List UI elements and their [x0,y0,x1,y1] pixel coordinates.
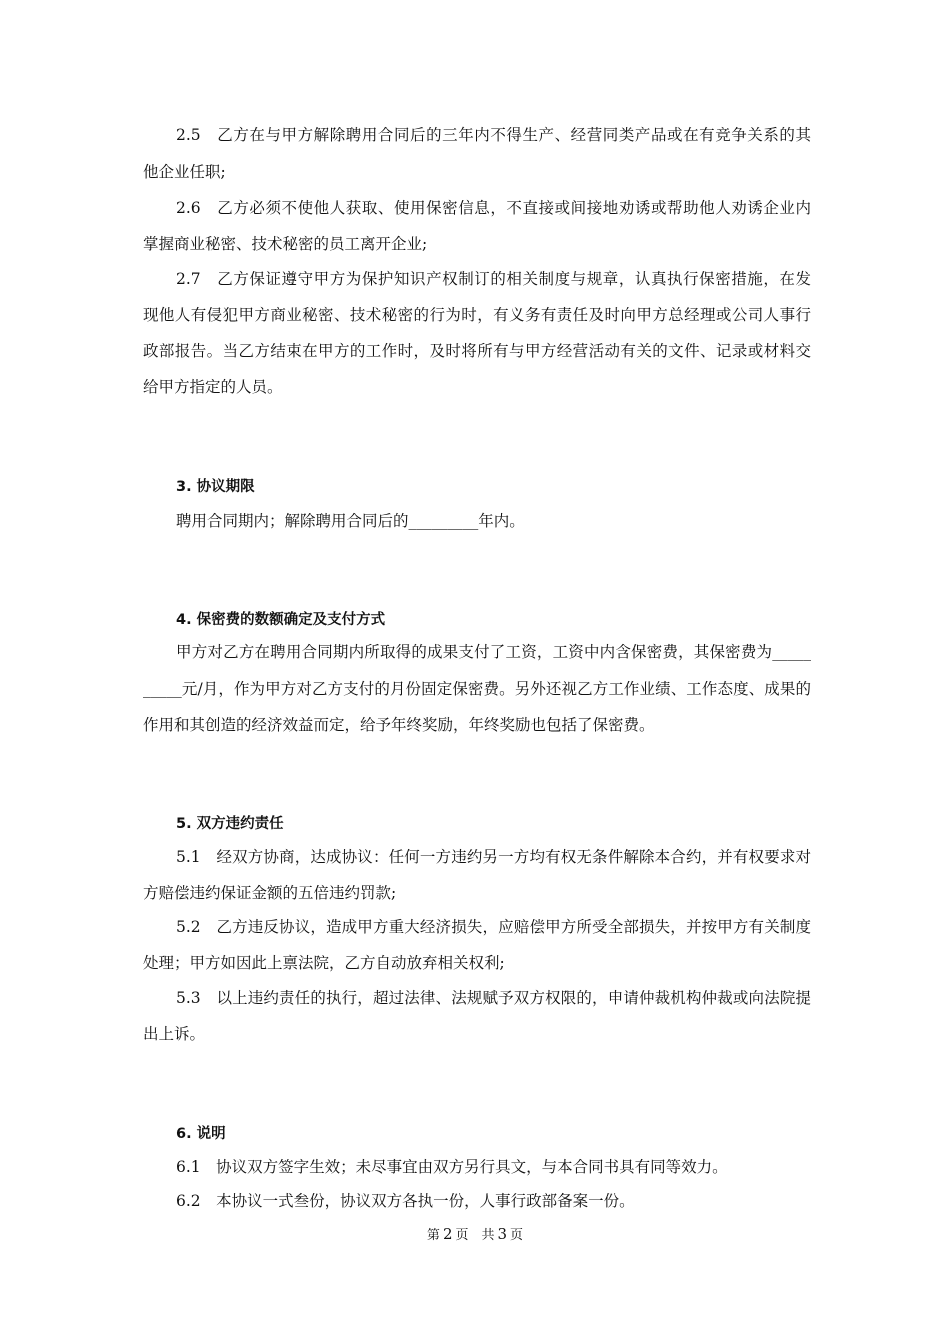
footer-page-number: 2 [442,1225,453,1243]
clause-2-7-line-3: 政部报告。当乙方结束在甲方的工作时，及时将所有与甲方经营活动有关的文件、记录或材料交 [143,342,811,360]
clause-5-3-line-2: 出上诉。 [143,1025,206,1043]
clause-5-3-line-1: 5.3 以上违约责任的执行，超过法律、法规赋予双方权限的，申请仲裁机构仲裁或向法院提 [176,989,811,1007]
footer-total-pages: 3 [497,1225,508,1243]
clause-3-line-1: 聘用合同期内；解除聘用合同后的_________年内。 [176,512,525,530]
clause-2-6-line-1: 2.6 乙方必须不使他人获取、使用保密信息，不直接或间接地劝诱或帮助他人劝诱企业内 [176,199,811,217]
clause-2-7-line-2: 现他人有侵犯甲方商业秘密、技术秘密的行为时，有义务有责任及时向甲方总经理或公司人事行 [143,306,811,324]
footer-prefix: 第 [426,1228,440,1243]
clause-4-line-1: 甲方对乙方在聘用合同期内所取得的成果支付了工资，工资中内含保密费，其保密费为_____ [176,643,811,661]
clause-6-2-line: 6.2 本协议一式叁份，协议双方各执一份，人事行政部备案一份。 [176,1192,635,1210]
clause-5-1-line-2: 方赔偿违约保证金额的五倍违约罚款; [143,884,397,902]
clause-4-heading: 4. 保密费的数额确定及支付方式 [176,612,386,628]
clause-2-7-line-1: 2.7 乙方保证遵守甲方为保护知识产权制订的相关制度与规章，认真执行保密措施，在发 [176,270,811,288]
clause-2-6-line-2: 掌握商业秘密、技术秘密的员工离开企业; [143,235,428,253]
page-footer [0,1224,950,1246]
clause-3-heading: 3. 协议期限 [176,479,255,495]
clause-2-5-line-2: 他企业任职; [143,163,226,181]
clause-2-5-line-1: 2.5 乙方在与甲方解除聘用合同后的三年内不得生产、经营同类产品或在有竞争关系的其 [176,126,811,144]
clause-5-heading: 5. 双方违约责任 [176,816,284,832]
clause-5-1-line-1: 5.1 经双方协商，达成协议：任何一方违约另一方均有权无条件解除本合约，并有权要求对 [176,848,811,866]
clause-4-line-3: 作用和其创造的经济效益而定，给予年终奖励，年终奖励也包括了保密费。 [143,716,655,734]
clause-4-line-2: _____元/月，作为甲方对乙方支付的月份固定保密费。另外还视乙方工作业绩、工作态度、成果的 [143,680,811,698]
clause-6-1-line: 6.1 协议双方签字生效；未尽事宜由双方另行具文，与本合同书具有同等效力。 [176,1158,728,1176]
footer-suffix: 页 [510,1228,524,1243]
clause-6-heading: 6. 说明 [176,1126,226,1142]
clause-5-2-line-1: 5.2 乙方违反协议，造成甲方重大经济损失，应赔偿甲方所受全部损失，并按甲方有关制度 [176,918,811,936]
clause-2-7-line-4: 给甲方指定的人员。 [143,378,283,396]
clause-5-2-line-2: 处理；甲方如因此上禀法院，乙方自动放弃相关权利; [143,954,505,972]
footer-middle: 页 共 [455,1228,495,1243]
